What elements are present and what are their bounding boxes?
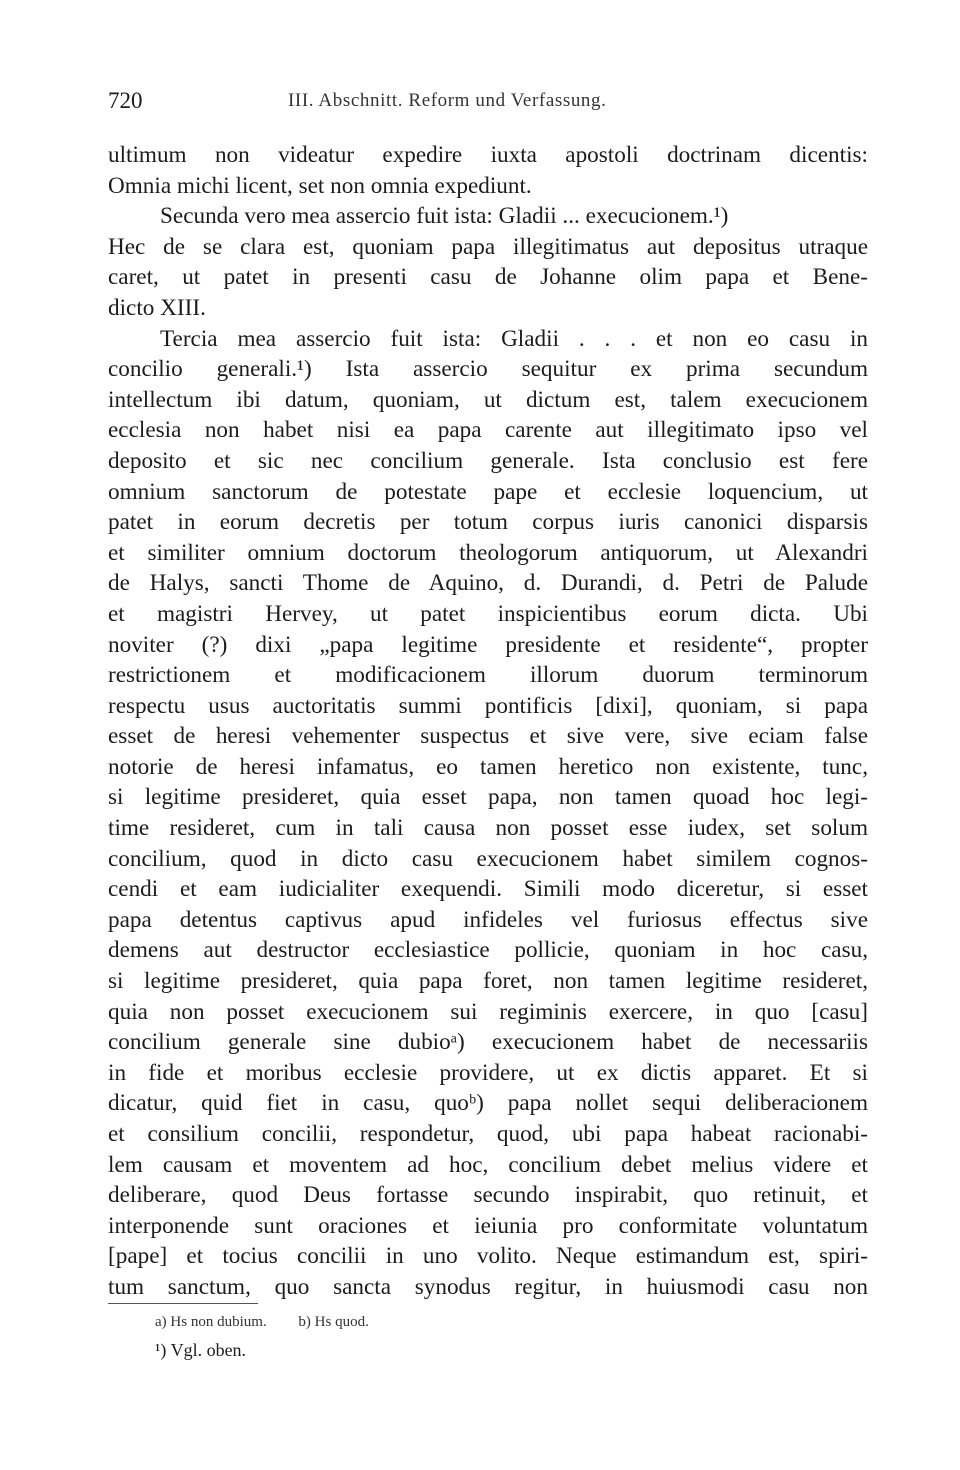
footnotes — [155, 1308, 655, 1364]
text-line: concilio generali.¹) Ista assercio sequitur ex prima secundum — [108, 356, 868, 383]
text-line: et similiter omnium doctorum theologorum antiquorum, ut Alexandri — [108, 539, 868, 566]
text-line: ultimum non videatur expedire iuxta apostoli doctrinam dicentis: — [108, 142, 868, 168]
text-line: [pape] et tocius concilii in uno volito. Neque estimandum est, spiri- — [108, 1243, 868, 1270]
text-line: lem causam et moventem ad hoc, concilium debet melius videre et — [108, 1151, 868, 1178]
footnote-a: a) Hs non dubium. — [155, 1314, 267, 1330]
text-line: concilium generale sine dubioᵃ) execucionem habet de necessariis — [108, 1029, 868, 1056]
text-line: patet in eorum decretis per totum corpus iuris canonici disparsis — [108, 509, 868, 536]
text-line: et consilium concilii, respondetur, quod, ubi papa habeat racionabi- — [108, 1121, 868, 1147]
page-header — [108, 88, 868, 118]
page-number: 720 — [108, 88, 143, 113]
running-head: III. Abschnitt. Reform und Verfassung. — [288, 90, 607, 111]
text-line: ecclesia non habet nisi ea papa carente aut illegitimato ipso vel — [108, 417, 868, 444]
text-line: dicatur, quid fiet in casu, quoᵇ) papa nollet sequi deliberacionem — [108, 1090, 868, 1117]
footnote-1: ¹) Vgl. oben. — [155, 1340, 247, 1360]
body-text — [108, 140, 868, 1303]
text-line: dicto XIII. — [108, 294, 206, 321]
text-line: noviter (?) dixi „papa legitime presidente et residente“, propter — [108, 631, 868, 658]
text-line: concilium, quod in dicto casu execucionem habet similem cognos- — [108, 845, 868, 872]
text-line: cendi et eam iudicialiter exequendi. Simili modo diceretur, si esset — [108, 876, 868, 903]
text-line: si legitime presideret, quia papa foret, non tamen legitime resideret, — [108, 968, 868, 995]
text-line: in fide et moribus ecclesie providere, ut ex dictis apparet. Et si — [108, 1059, 868, 1086]
text-line: papa detentus captivus apud infideles vel furiosus effectus sive — [108, 906, 868, 933]
critical-apparatus — [155, 1308, 655, 1336]
text-line: intellectum ibi datum, quoniam, ut dictum est, talem execucionem — [108, 386, 868, 413]
text-line: esset de heresi vehementer suspectus et sive vere, sive eciam false — [108, 723, 868, 750]
text-line: notorie de heresi infamatus, eo tamen heretico non existente, tunc, — [108, 753, 868, 780]
text-line: Tercia mea assercio fuit ista: Gladii . . . et non eo casu in — [160, 325, 868, 352]
text-line: omnium sanctorum de potestate pape et ecclesie loquencium, ut — [108, 478, 868, 505]
text-line: time resideret, cum in tali causa non posset esse iudex, set solum — [108, 815, 868, 842]
text-line: Hec de se clara est, quoniam papa illegitimatus aut depositus utraque — [108, 233, 868, 260]
text-line: interponende sunt oraciones et ieiunia pro conformitate voluntatum — [108, 1212, 868, 1239]
text-line: si legitime presideret, quia esset papa, non tamen quoad hoc legi- — [108, 784, 868, 811]
text-line: Omnia michi licent, set non omnia expediunt. — [108, 172, 532, 199]
text-line: demens aut destructor ecclesiastice pollicie, quoniam in hoc casu, — [108, 937, 868, 964]
text-line: Secunda vero mea assercio fuit ista: Gladii ... execucionem.¹) — [160, 203, 729, 230]
text-line: caret, ut patet in presenti casu de Johanne olim papa et Bene- — [108, 264, 868, 291]
text-line: deliberare, quod Deus fortasse secundo inspirabit, quo retinuit, et — [108, 1182, 868, 1209]
footnote-b: b) Hs quod. — [298, 1314, 369, 1330]
text-line: et magistri Hervey, ut patet inspicientibus eorum dicta. Ubi — [108, 600, 868, 627]
text-line: quia non posset execucionem sui regiminis exercere, in quo [casu] — [108, 998, 868, 1025]
text-line: respectu usus auctoritatis summi pontificis [dixi], quoniam, si papa — [108, 692, 868, 719]
text-line: restrictionem et modificacionem illorum duorum terminorum — [108, 662, 868, 689]
footnote-divider — [108, 1303, 258, 1304]
text-line: tum sanctum, quo sancta synodus regitur, in huiusmodi casu non — [108, 1273, 868, 1300]
text-line: deposito et sic nec concilium generale. Ista conclusio est fere — [108, 447, 868, 474]
text-line: de Halys, sancti Thome de Aquino, d. Durandi, d. Petri de Palude — [108, 570, 868, 597]
